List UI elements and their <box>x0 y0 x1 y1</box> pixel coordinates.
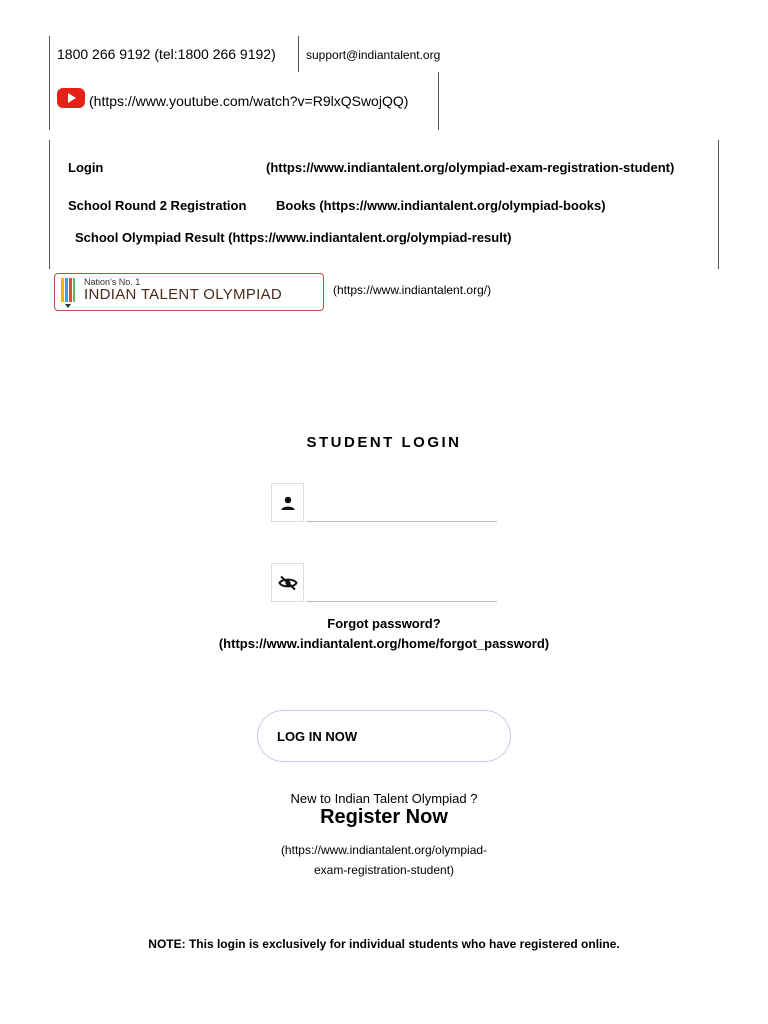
logo-tagline: Nation's No. 1 <box>84 277 141 287</box>
phone-link[interactable]: 1800 266 9192 (tel:1800 266 9192) <box>57 46 276 62</box>
register-now-link[interactable]: Register Now <box>320 806 448 828</box>
caret-down-icon <box>65 304 71 308</box>
email-link[interactable]: support@indiantalent.org <box>306 48 441 62</box>
nav-books[interactable]: Books (https://www.indiantalent.org/olympiad-books) <box>276 198 606 213</box>
logo-name: INDIAN TALENT OLYMPIAD <box>84 286 283 303</box>
password-input[interactable] <box>306 564 497 602</box>
eye-off-icon[interactable] <box>271 563 304 602</box>
forgot-password-url[interactable]: (https://www.indiantalent.org/home/forgot_password) <box>218 636 550 651</box>
header-divider-right <box>438 72 439 130</box>
logo-pencils-icon <box>61 278 75 302</box>
login-button[interactable]: LOG IN NOW <box>257 710 511 762</box>
nav-login-link[interactable]: (https://www.indiantalent.org/olympiad-exam-registration-student) <box>266 160 675 175</box>
nav-divider-right <box>718 140 719 269</box>
register-url[interactable] <box>234 840 534 880</box>
header-divider-left <box>49 36 50 130</box>
page-title: STUDENT LOGIN <box>306 434 462 451</box>
site-logo[interactable] <box>54 273 324 311</box>
login-note: NOTE: This login is exclusively for individual students who have registered online. <box>148 937 620 951</box>
username-input[interactable] <box>306 484 497 522</box>
register-url-line1[interactable]: (https://www.indiantalent.org/olympiad- <box>280 843 488 857</box>
youtube-icon[interactable] <box>57 88 85 108</box>
logo-link[interactable]: (https://www.indiantalent.org/) <box>333 283 492 297</box>
register-prompt: New to Indian Talent Olympiad ? <box>290 791 478 806</box>
forgot-password-label[interactable]: Forgot password? <box>327 616 441 631</box>
user-icon <box>271 483 304 522</box>
register-url-line2[interactable]: exam-registration-student) <box>313 863 455 877</box>
forgot-password-link[interactable] <box>0 614 768 654</box>
header-divider-mid <box>298 36 299 72</box>
youtube-link[interactable]: (https://www.youtube.com/watch?v=R9lxQSwojQQ) <box>89 93 409 109</box>
nav-school-round2[interactable]: School Round 2 Registration <box>68 198 247 213</box>
nav-school-result[interactable]: School Olympiad Result (https://www.indiantalent.org/olympiad-result) <box>75 230 512 245</box>
nav-login[interactable]: Login <box>68 160 104 175</box>
nav-divider-left <box>49 140 50 269</box>
